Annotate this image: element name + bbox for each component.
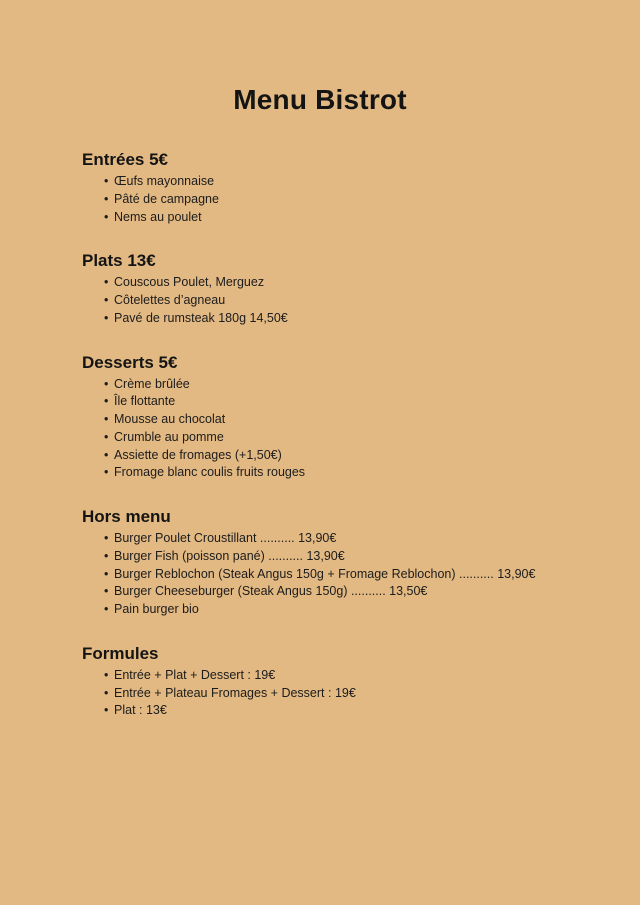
section-heading: Plats 13€	[82, 251, 156, 271]
list-item: • Crème brûlée	[104, 376, 610, 394]
menu-section-entrees	[82, 150, 610, 226]
page-title: Menu Bistrot	[233, 84, 407, 115]
menu-item-list	[82, 667, 610, 720]
menu-item-list	[82, 376, 610, 483]
list-item: • Assiette de fromages (+1,50€)	[104, 447, 610, 465]
section-heading: Desserts 5€	[82, 352, 178, 372]
list-item: • Mousse au chocolat	[104, 411, 610, 429]
list-item: • Pâté de campagne	[104, 191, 610, 209]
list-item: • Plat : 13€	[104, 702, 610, 720]
list-item: • Île flottante	[104, 393, 610, 411]
list-item: • Entrée + Plat + Dessert : 19€	[104, 667, 610, 685]
menu-item-list	[82, 173, 610, 226]
list-item: • Pavé de rumsteak 180g 14,50€	[104, 310, 610, 328]
menu-section-formules	[82, 644, 610, 720]
list-item: • Pain burger bio	[104, 601, 610, 619]
list-item: • Fromage blanc coulis fruits rouges	[104, 464, 610, 482]
menu-item-list	[82, 530, 610, 619]
list-item: • Couscous Poulet, Merguez	[104, 274, 610, 292]
menu-sections	[0, 150, 640, 720]
section-heading: Hors menu	[82, 507, 171, 526]
section-heading: Formules	[82, 643, 159, 663]
menu-item-list	[82, 274, 610, 327]
list-item: • Burger Poulet Croustillant .......... 13,90€	[104, 530, 610, 548]
list-item: • Nems au poulet	[104, 209, 610, 227]
menu-section-plats	[82, 251, 610, 327]
menu-section-hors-menu	[82, 507, 610, 619]
list-item: • Œufs mayonnaise	[104, 173, 610, 191]
list-item: • Burger Fish (poisson pané) .......... 13,90€	[104, 548, 610, 566]
menu-section-desserts	[82, 353, 610, 483]
list-item: • Entrée + Plateau Fromages + Dessert : 19€	[104, 685, 610, 703]
section-heading: Entrées 5€	[82, 150, 168, 169]
list-item: • Burger Reblochon (Steak Angus 150g + Fromage Reblochon) .......... 13,90€	[104, 566, 610, 584]
list-item: • Burger Cheeseburger (Steak Angus 150g) .......... 13,50€	[104, 583, 610, 601]
list-item: • Côtelettes d’agneau	[104, 292, 610, 310]
list-item: • Crumble au pomme	[104, 429, 610, 447]
